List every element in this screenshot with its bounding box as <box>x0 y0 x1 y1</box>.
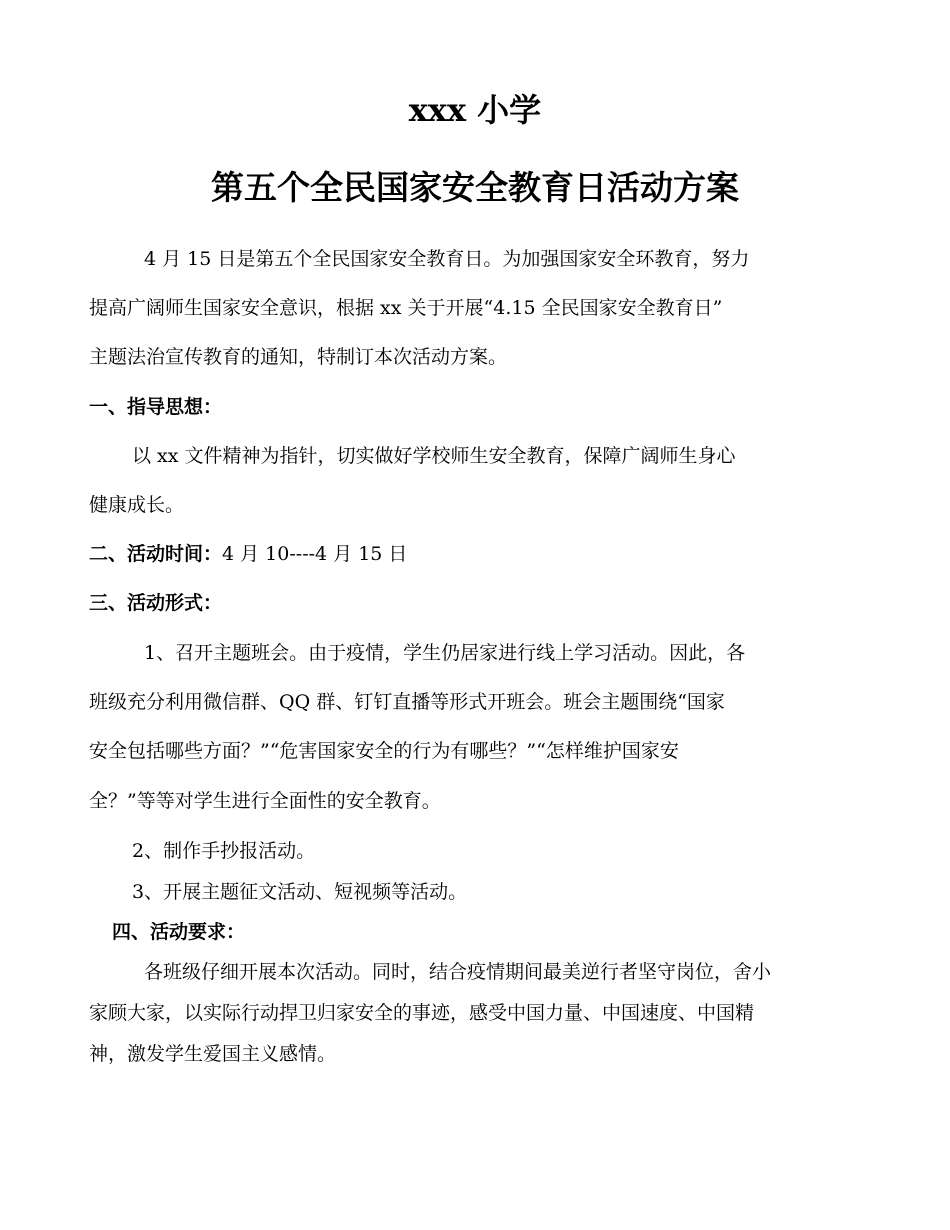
section-2-row <box>89 539 407 569</box>
section-3-item-1-line-3: 安全包括哪些方面？”“危害国家安全的行为有哪些？”“怎样维护国家安 <box>89 740 679 762</box>
section-4-line-1: 各班级仔细开展本次活动。同时，结合疫情期间最美逆行者坚守岗位，舍小 <box>144 961 772 983</box>
section-3-item-3: 3、开展主题征文活动、短视频等活动。 <box>132 881 468 903</box>
section-3-heading: 三、活动形式： <box>89 592 223 614</box>
section-1-heading: 一、指导思想： <box>89 396 223 418</box>
section-2-heading: 二、活动时间： <box>89 543 223 565</box>
section-3-item-1-line-1: 1、召开主题班会。由于疫情，学生仍居家进行线上学习活动。因此，各 <box>144 642 746 664</box>
section-3-item-1-line-4: 全？”等等对学生进行全面性的安全教育。 <box>89 790 441 812</box>
section-3-item-1-line-2: 班级充分利用微信群、QQ 群、钉钉直播等形式开班会。班会主题围绕“国家 <box>89 691 725 713</box>
section-2-value: 4 月 10----4 月 15 日 <box>222 543 408 565</box>
document-main-title: 第五个全民国家安全教育日活动方案 <box>211 168 739 207</box>
document-school-title: xxx 小学 <box>408 91 542 129</box>
intro-line-3: 主题法治宣传教育的通知，特制订本次活动方案。 <box>89 346 508 368</box>
intro-line-1: 4 月 15 日是第五个全民国家安全教育日。为加强国家安全环教育，努力 <box>144 248 750 270</box>
section-4-line-2: 家顾大家，以实际行动捍卫归家安全的事迹，感受中国力量、中国速度、中国精 <box>89 1002 755 1024</box>
section-3-item-2: 2、制作手抄报活动。 <box>132 840 316 862</box>
section-4-line-3: 神，激发学生爱国主义感情。 <box>89 1043 337 1065</box>
section-1-line-2: 健康成长。 <box>89 494 185 516</box>
section-4-heading: 四、活动要求： <box>112 921 246 943</box>
section-1-line-1: 以 xx 文件精神为指针，切实做好学校师生安全教育，保障广阔师生身心 <box>132 445 736 467</box>
intro-line-2: 提高广阔师生国家安全意识，根据 xx 关于开展“4.15 全民国家安全教育日” <box>89 297 723 319</box>
